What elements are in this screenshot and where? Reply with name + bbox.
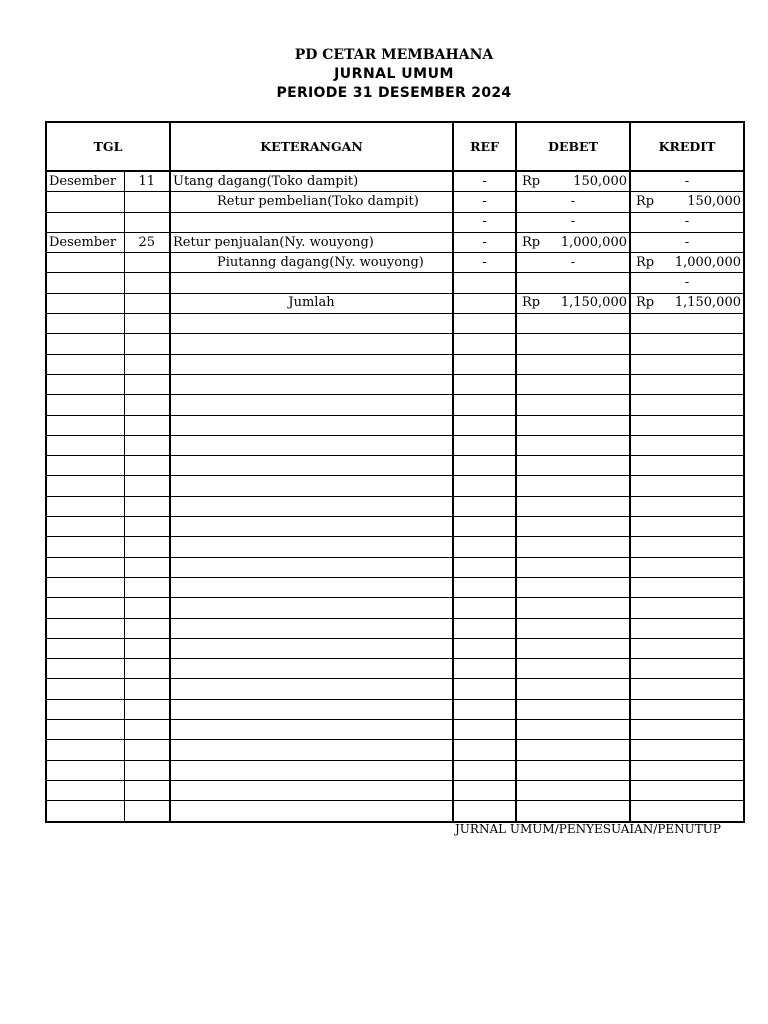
- cell-ref: [453, 415, 516, 435]
- cell-ref: [453, 334, 516, 354]
- cell-day: [124, 638, 170, 658]
- cell-debit: [516, 334, 630, 354]
- cell-month: [46, 253, 124, 273]
- empty-row: [46, 476, 744, 496]
- cell-description: [170, 273, 453, 293]
- cell-credit: [630, 496, 744, 516]
- cell-month: [46, 435, 124, 455]
- credit-amount: -: [684, 275, 690, 291]
- total-debit-amount: 1,150,000: [560, 295, 627, 311]
- cell-description: [170, 415, 453, 435]
- cell-ref: [453, 395, 516, 415]
- cell-ref: -: [453, 171, 516, 192]
- cell-month: [46, 638, 124, 658]
- cell-day: [124, 577, 170, 597]
- cell-debit: [516, 253, 630, 273]
- cell-debit: [516, 273, 630, 293]
- journal-title: JURNAL UMUM: [334, 66, 454, 82]
- journal-table: [45, 121, 745, 823]
- cell-day: [124, 537, 170, 557]
- cell-description: [170, 618, 453, 638]
- cell-debit: [516, 496, 630, 516]
- currency-label: Rp: [522, 295, 541, 311]
- cell-day: [124, 273, 170, 293]
- cell-day: [124, 517, 170, 537]
- cell-credit: [630, 192, 744, 212]
- cell-ref: [453, 496, 516, 516]
- cell-day: [124, 598, 170, 618]
- cell-description: [170, 740, 453, 760]
- table-row: [46, 232, 744, 252]
- cell-ref: [453, 618, 516, 638]
- cell-credit: [630, 273, 744, 293]
- cell-day: [124, 415, 170, 435]
- cell-month: [46, 537, 124, 557]
- cell-debit: [516, 659, 630, 679]
- empty-row: [46, 699, 744, 719]
- cell-ref: [453, 517, 516, 537]
- empty-row: [46, 354, 744, 374]
- cell-credit: [630, 354, 744, 374]
- cell-description: [170, 496, 453, 516]
- cell-day: [124, 496, 170, 516]
- cell-credit: [630, 699, 744, 719]
- empty-row: [46, 780, 744, 800]
- cell-month: [46, 496, 124, 516]
- empty-row: [46, 801, 744, 822]
- cell-description: [170, 780, 453, 800]
- cell-debit: [516, 699, 630, 719]
- cell-description: [170, 354, 453, 374]
- cell-ref: [453, 659, 516, 679]
- cell-day: [124, 679, 170, 699]
- empty-row: [46, 456, 744, 476]
- empty-row: [46, 740, 744, 760]
- cell-debit: [516, 314, 630, 334]
- empty-row: [46, 334, 744, 354]
- cell-day: [124, 760, 170, 780]
- cell-month: [46, 557, 124, 577]
- cell-month: [46, 415, 124, 435]
- cell-description: Piutanng dagang(Ny. wouyong): [170, 253, 453, 273]
- cell-credit: [630, 415, 744, 435]
- cell-ref: [453, 476, 516, 496]
- table-row: [46, 273, 744, 293]
- cell-ref: [453, 720, 516, 740]
- company-name: PD CETAR MEMBAHANA: [294, 47, 494, 63]
- cell-description: [170, 760, 453, 780]
- cell-credit: [630, 395, 744, 415]
- cell-day: 11: [124, 171, 170, 192]
- cell-credit: [630, 456, 744, 476]
- empty-row: [46, 517, 744, 537]
- empty-row: [46, 415, 744, 435]
- empty-row: [46, 496, 744, 516]
- debit-amount: -: [570, 254, 576, 270]
- cell-ref: [453, 740, 516, 760]
- cell-month: [46, 740, 124, 760]
- cell-description: [170, 577, 453, 597]
- cell-credit: [630, 557, 744, 577]
- empty-row: [46, 659, 744, 679]
- currency-label: Rp: [522, 173, 541, 189]
- col-header-keterangan: KETERANGAN: [170, 122, 453, 171]
- col-header-debet: DEBET: [516, 122, 630, 171]
- cell-description: [170, 598, 453, 618]
- cell-month: [46, 801, 124, 822]
- cell-day: [124, 212, 170, 232]
- cell-credit: [630, 577, 744, 597]
- cell-month: [46, 618, 124, 638]
- currency-label: Rp: [636, 193, 655, 209]
- cell-credit: [630, 374, 744, 394]
- cell-debit: [516, 354, 630, 374]
- col-header-kredit: KREDIT: [630, 122, 744, 171]
- table-row: [46, 212, 744, 232]
- cell-description: [170, 334, 453, 354]
- cell-debit: [516, 517, 630, 537]
- cell-day: [124, 780, 170, 800]
- currency-label: Rp: [636, 254, 655, 270]
- period-title: PERIODE 31 DESEMBER 2024: [276, 85, 512, 101]
- cell-debit: [516, 740, 630, 760]
- empty-row: [46, 537, 744, 557]
- cell-month: [46, 780, 124, 800]
- cell-debit: [516, 537, 630, 557]
- journal-type-footnote: JURNAL UMUM/PENYESUAIAN/PENUTUP: [455, 822, 721, 836]
- cell-month: [46, 517, 124, 537]
- cell-ref: [453, 435, 516, 455]
- cell-ref: [453, 780, 516, 800]
- table-row: [46, 192, 744, 212]
- cell-day: [124, 720, 170, 740]
- cell-debit: [516, 192, 630, 212]
- cell-ref: [453, 293, 516, 313]
- total-credit-amount: 1,150,000: [674, 295, 741, 311]
- empty-row: [46, 557, 744, 577]
- cell-debit: [516, 435, 630, 455]
- cell-debit: [516, 212, 630, 232]
- empty-row: [46, 374, 744, 394]
- cell-credit: [630, 537, 744, 557]
- cell-debit: [516, 395, 630, 415]
- cell-day: [124, 253, 170, 273]
- cell-ref: [453, 638, 516, 658]
- cell-credit: [630, 760, 744, 780]
- cell-description: [170, 699, 453, 719]
- cell-credit: [630, 720, 744, 740]
- cell-ref: [453, 456, 516, 476]
- cell-day: [124, 456, 170, 476]
- cell-ref: [453, 598, 516, 618]
- cell-description: [170, 435, 453, 455]
- cell-day: [124, 659, 170, 679]
- cell-month: [46, 212, 124, 232]
- cell-month: [46, 293, 124, 313]
- cell-ref: -: [453, 192, 516, 212]
- cell-description: [170, 557, 453, 577]
- cell-month: [46, 760, 124, 780]
- table-header-row: [46, 122, 744, 171]
- cell-debit: [516, 720, 630, 740]
- cell-debit: [516, 456, 630, 476]
- cell-credit: [630, 476, 744, 496]
- cell-day: [124, 334, 170, 354]
- cell-description: [170, 314, 453, 334]
- cell-credit: [630, 801, 744, 822]
- cell-debit: [516, 598, 630, 618]
- cell-month: [46, 720, 124, 740]
- cell-day: [124, 618, 170, 638]
- cell-debit: [516, 171, 630, 192]
- cell-credit: [630, 314, 744, 334]
- col-header-tgl: TGL: [46, 122, 170, 171]
- cell-ref: [453, 679, 516, 699]
- cell-month: [46, 334, 124, 354]
- debit-amount: 1,000,000: [560, 234, 627, 250]
- empty-row: [46, 679, 744, 699]
- currency-label: Rp: [636, 295, 655, 311]
- cell-debit: [516, 760, 630, 780]
- cell-ref: [453, 577, 516, 597]
- cell-month: [46, 659, 124, 679]
- cell-description: [170, 537, 453, 557]
- cell-month: [46, 456, 124, 476]
- total-debit-cell: [516, 293, 630, 313]
- cell-month: [46, 354, 124, 374]
- empty-row: [46, 435, 744, 455]
- cell-credit: [630, 740, 744, 760]
- credit-amount: 150,000: [687, 193, 741, 209]
- cell-day: [124, 699, 170, 719]
- cell-debit: [516, 679, 630, 699]
- empty-row: [46, 720, 744, 740]
- cell-debit: [516, 780, 630, 800]
- cell-month: [46, 395, 124, 415]
- cell-ref: -: [453, 212, 516, 232]
- cell-day: [124, 740, 170, 760]
- empty-row: [46, 638, 744, 658]
- cell-credit: [630, 232, 744, 252]
- col-header-ref: REF: [453, 122, 516, 171]
- cell-month: Desember: [46, 171, 124, 192]
- cell-credit: [630, 598, 744, 618]
- debit-amount: -: [570, 214, 576, 230]
- cell-credit: [630, 780, 744, 800]
- cell-credit: [630, 435, 744, 455]
- cell-description: [170, 720, 453, 740]
- empty-row: [46, 618, 744, 638]
- empty-row: [46, 598, 744, 618]
- empty-row: [46, 395, 744, 415]
- cell-ref: [453, 374, 516, 394]
- cell-month: [46, 192, 124, 212]
- cell-description: Retur pembelian(Toko dampit): [170, 192, 453, 212]
- cell-ref: [453, 273, 516, 293]
- cell-day: [124, 374, 170, 394]
- cell-description: [170, 476, 453, 496]
- cell-debit: [516, 557, 630, 577]
- debit-amount: -: [570, 193, 576, 209]
- cell-month: [46, 314, 124, 334]
- cell-credit: [630, 171, 744, 192]
- cell-credit: [630, 253, 744, 273]
- totals-row: [46, 293, 744, 313]
- cell-description: [170, 638, 453, 658]
- cell-day: [124, 314, 170, 334]
- cell-description: [170, 801, 453, 822]
- empty-row: [46, 314, 744, 334]
- cell-credit: [630, 517, 744, 537]
- cell-description: [170, 659, 453, 679]
- cell-credit: [630, 212, 744, 232]
- cell-debit: [516, 476, 630, 496]
- cell-day: [124, 435, 170, 455]
- cell-day: 25: [124, 232, 170, 252]
- cell-debit: [516, 801, 630, 822]
- cell-ref: -: [453, 232, 516, 252]
- debit-amount: 150,000: [573, 173, 627, 189]
- empty-row: [46, 577, 744, 597]
- cell-debit: [516, 638, 630, 658]
- cell-month: [46, 374, 124, 394]
- cell-description: [170, 212, 453, 232]
- cell-month: [46, 577, 124, 597]
- cell-ref: [453, 354, 516, 374]
- credit-amount: -: [684, 234, 690, 250]
- cell-credit: [630, 618, 744, 638]
- cell-day: [124, 354, 170, 374]
- cell-month: [46, 699, 124, 719]
- cell-debit: [516, 618, 630, 638]
- cell-credit: [630, 638, 744, 658]
- cell-month: [46, 273, 124, 293]
- cell-ref: [453, 801, 516, 822]
- cell-credit: [630, 334, 744, 354]
- cell-description: [170, 374, 453, 394]
- currency-label: Rp: [522, 234, 541, 250]
- cell-month: [46, 598, 124, 618]
- cell-description: [170, 456, 453, 476]
- cell-month: Desember: [46, 232, 124, 252]
- cell-day: [124, 476, 170, 496]
- cell-ref: [453, 314, 516, 334]
- credit-amount: 1,000,000: [674, 254, 741, 270]
- cell-day: [124, 801, 170, 822]
- cell-debit: [516, 415, 630, 435]
- table-row: [46, 253, 744, 273]
- cell-credit: [630, 679, 744, 699]
- cell-debit: [516, 232, 630, 252]
- cell-description: [170, 679, 453, 699]
- cell-ref: [453, 760, 516, 780]
- total-credit-cell: [630, 293, 744, 313]
- cell-debit: [516, 577, 630, 597]
- cell-day: [124, 557, 170, 577]
- cell-month: [46, 476, 124, 496]
- total-label: Jumlah: [170, 293, 453, 313]
- cell-day: [124, 293, 170, 313]
- cell-description: [170, 395, 453, 415]
- cell-day: [124, 192, 170, 212]
- credit-amount: -: [684, 173, 690, 189]
- cell-description: [170, 517, 453, 537]
- empty-row: [46, 760, 744, 780]
- cell-ref: -: [453, 253, 516, 273]
- cell-month: [46, 679, 124, 699]
- cell-ref: [453, 699, 516, 719]
- cell-debit: [516, 374, 630, 394]
- cell-ref: [453, 537, 516, 557]
- credit-amount: -: [684, 214, 690, 230]
- cell-description: Retur penjualan(Ny. wouyong): [170, 232, 453, 252]
- table-row: [46, 171, 744, 192]
- cell-credit: [630, 659, 744, 679]
- cell-description: Utang dagang(Toko dampit): [170, 171, 453, 192]
- cell-day: [124, 395, 170, 415]
- cell-ref: [453, 557, 516, 577]
